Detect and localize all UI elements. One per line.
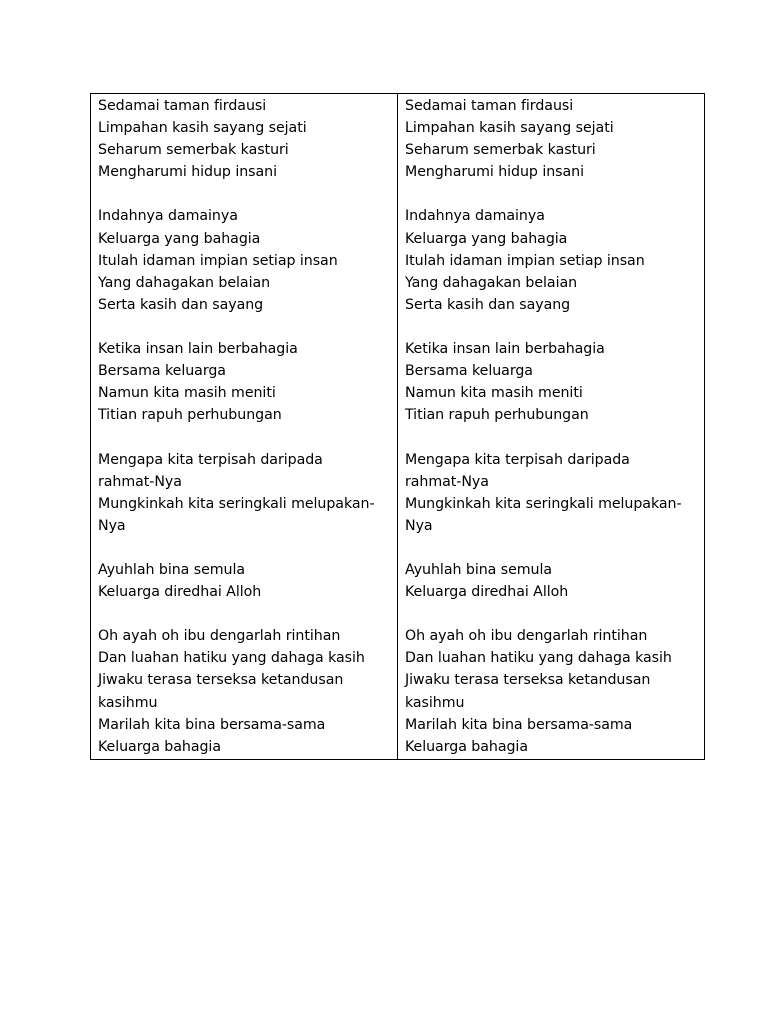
lyric-line: Indahnya damainya bbox=[98, 208, 238, 225]
lyric-line: Keluarga diredhai Alloh bbox=[405, 584, 569, 601]
stanza-gap bbox=[98, 603, 391, 625]
lyric-line: Seharum semerbak kasturi bbox=[405, 142, 596, 159]
lyric-line: Oh ayah oh ibu dengarlah rintihan bbox=[405, 628, 648, 645]
stanza bbox=[405, 95, 698, 183]
lyric-line: Keluarga diredhai Alloh bbox=[98, 584, 262, 601]
lyric-line: Ketika insan lain berbahagia bbox=[405, 341, 605, 358]
lyric-line: Jiwaku terasa terseksa ketandusan bbox=[98, 672, 344, 689]
lyric-line: Mengapa kita terpisah daripada bbox=[98, 451, 323, 468]
stanza bbox=[98, 625, 391, 758]
lyric-line: Keluarga bahagia bbox=[405, 738, 528, 755]
lyric-line: Marilah kita bina bersama-sama bbox=[98, 716, 326, 733]
stanza-gap bbox=[405, 603, 698, 625]
lyric-line: Nya bbox=[98, 517, 126, 534]
stanza-gap bbox=[98, 426, 391, 448]
lyric-line: Titian rapuh perhubungan bbox=[405, 407, 589, 424]
lyric-line: Bersama keluarga bbox=[98, 363, 226, 380]
stanza bbox=[405, 449, 698, 537]
stanza bbox=[98, 338, 391, 426]
lyric-line: Nya bbox=[405, 517, 433, 534]
lyric-line: Jiwaku terasa terseksa ketandusan bbox=[405, 672, 651, 689]
lyric-line: Mengapa kita terpisah daripada bbox=[405, 451, 630, 468]
lyric-line: Yang dahagakan belaian bbox=[405, 274, 578, 291]
lyric-line: Mungkinkah kita seringkali melupakan- bbox=[98, 495, 375, 512]
lyric-line: rahmat-Nya bbox=[98, 473, 182, 490]
stanza bbox=[98, 449, 391, 537]
lyric-line: Limpahan kasih sayang sejati bbox=[405, 120, 614, 137]
lyric-line: Itulah idaman impian setiap insan bbox=[405, 252, 645, 269]
stanza bbox=[98, 559, 391, 603]
lyric-line: rahmat-Nya bbox=[405, 473, 489, 490]
lyric-line: Dan luahan hatiku yang dahaga kasih bbox=[98, 650, 365, 667]
lyric-line: Keluarga yang bahagia bbox=[405, 230, 568, 247]
stanza-gap bbox=[98, 183, 391, 205]
lyric-line: Mengharumi hidup insani bbox=[98, 164, 277, 181]
lyric-line: Dan luahan hatiku yang dahaga kasih bbox=[405, 650, 672, 667]
lyric-line: kasihmu bbox=[98, 694, 158, 711]
lyric-line: Namun kita masih meniti bbox=[98, 385, 276, 402]
stanza bbox=[405, 338, 698, 426]
stanza bbox=[98, 205, 391, 315]
lyric-line: Mungkinkah kita seringkali melupakan- bbox=[405, 495, 682, 512]
lyric-line: Namun kita masih meniti bbox=[405, 385, 583, 402]
stanza-gap bbox=[405, 537, 698, 559]
lyric-line: Ketika insan lain berbahagia bbox=[98, 341, 298, 358]
lyric-line: Keluarga bahagia bbox=[98, 738, 221, 755]
lyric-line: Seharum semerbak kasturi bbox=[98, 142, 289, 159]
lyric-line: Serta kasih dan sayang bbox=[98, 296, 264, 313]
lyrics-column-left bbox=[91, 94, 398, 760]
stanza bbox=[98, 95, 391, 183]
stanza-gap bbox=[98, 316, 391, 338]
stanza-gap bbox=[405, 426, 698, 448]
lyric-line: Mengharumi hidup insani bbox=[405, 164, 584, 181]
lyric-line: Bersama keluarga bbox=[405, 363, 533, 380]
lyric-line: Keluarga yang bahagia bbox=[98, 230, 261, 247]
lyric-line: Indahnya damainya bbox=[405, 208, 545, 225]
lyric-line: Yang dahagakan belaian bbox=[98, 274, 271, 291]
lyric-line: kasihmu bbox=[405, 694, 465, 711]
lyric-line: Sedamai taman firdausi bbox=[98, 98, 267, 114]
stanza bbox=[405, 559, 698, 603]
lyric-line: Ayuhlah bina semula bbox=[405, 561, 553, 578]
lyric-line: Itulah idaman impian setiap insan bbox=[98, 252, 338, 269]
lyric-line: Titian rapuh perhubungan bbox=[98, 407, 282, 424]
lyric-line: Sedamai taman firdausi bbox=[405, 98, 574, 114]
stanza bbox=[405, 625, 698, 758]
lyric-line: Ayuhlah bina semula bbox=[98, 561, 246, 578]
lyric-line: Serta kasih dan sayang bbox=[405, 296, 571, 313]
stanza-gap bbox=[405, 316, 698, 338]
lyric-line: Marilah kita bina bersama-sama bbox=[405, 716, 633, 733]
table-row bbox=[91, 94, 705, 760]
lyric-line: Oh ayah oh ibu dengarlah rintihan bbox=[98, 628, 341, 645]
stanza bbox=[405, 205, 698, 315]
lyric-line: Limpahan kasih sayang sejati bbox=[98, 120, 307, 137]
stanza-gap bbox=[98, 537, 391, 559]
lyrics-table bbox=[90, 93, 705, 760]
lyrics-column-right bbox=[398, 94, 705, 760]
stanza-gap bbox=[405, 183, 698, 205]
